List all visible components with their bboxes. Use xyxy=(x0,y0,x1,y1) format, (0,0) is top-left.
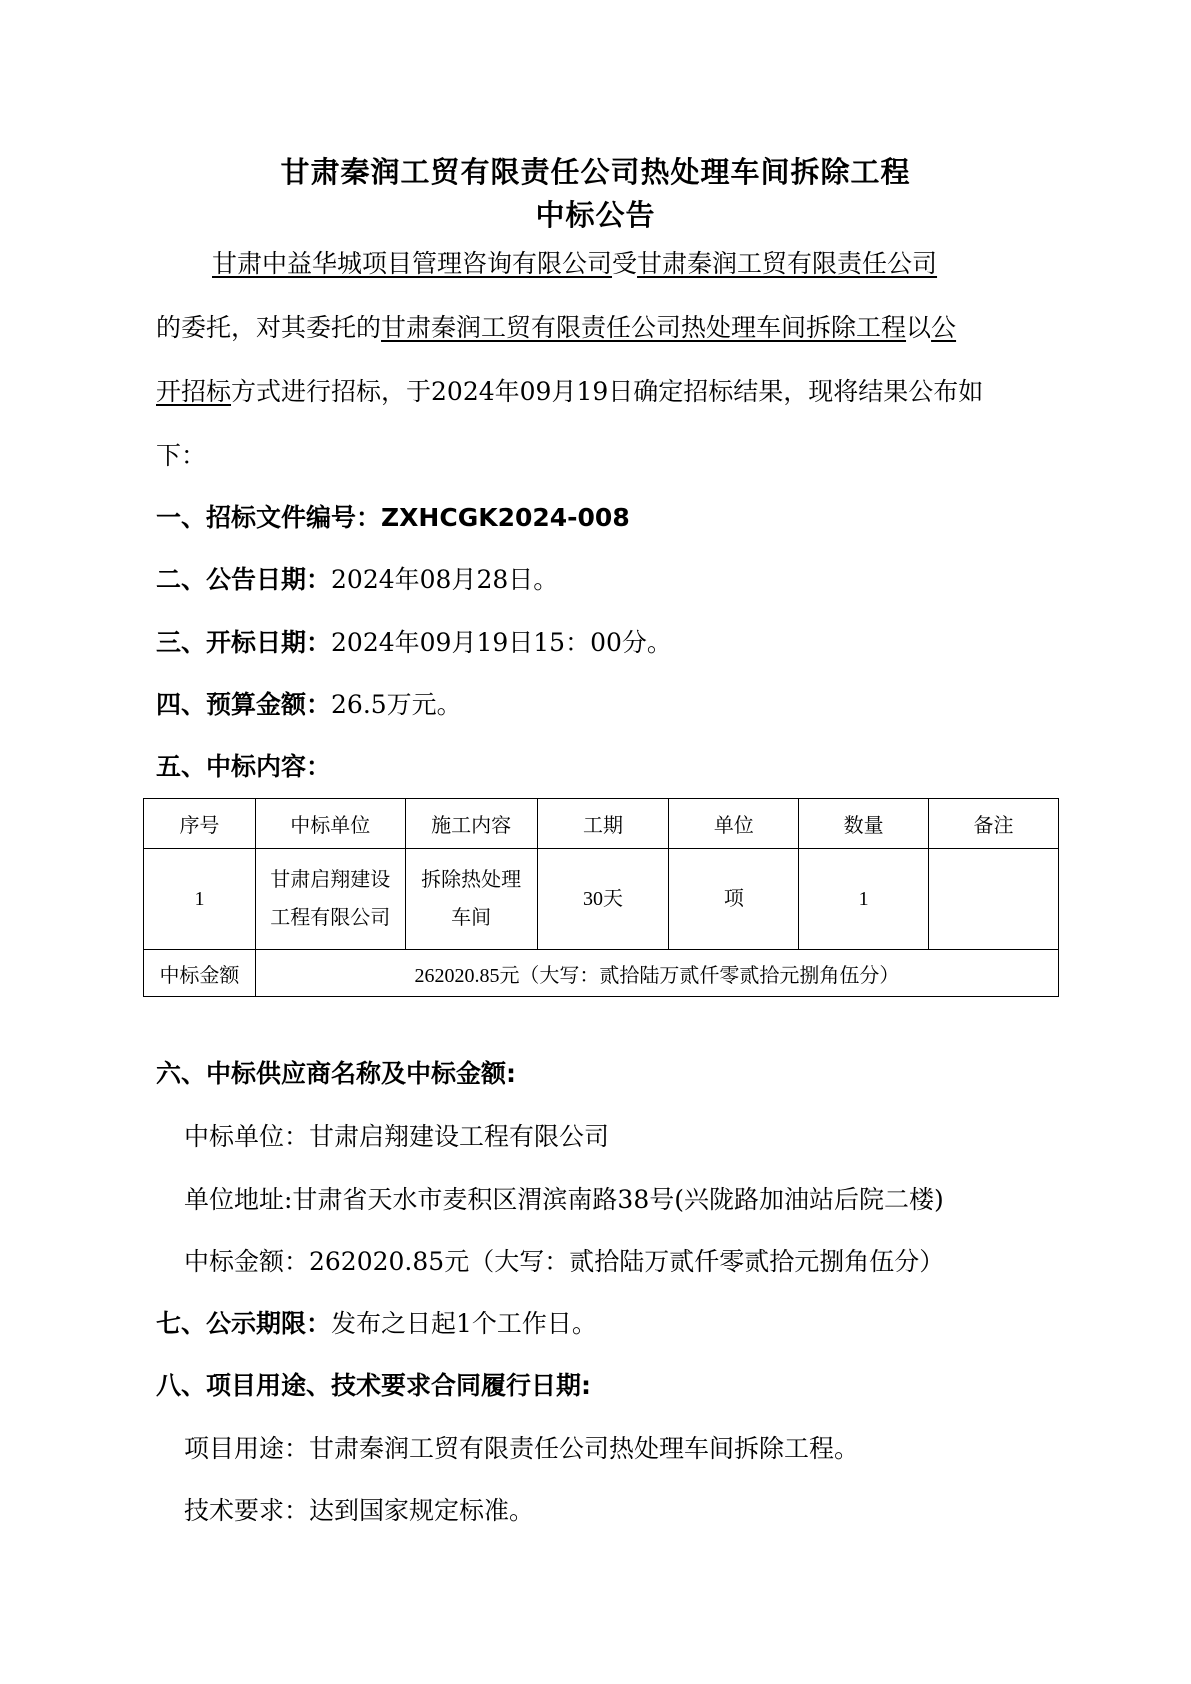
section-4 xyxy=(156,689,462,721)
section-3-value: 2024年09月19日15：00分。 xyxy=(331,628,672,657)
intro-line-2 xyxy=(156,312,1049,344)
project-name: 甘肃秦润工贸有限责任公司热处理车间拆除工程 xyxy=(381,313,907,342)
cell-winner xyxy=(255,849,405,950)
section-1-value: ZXHCGK2024-008 xyxy=(381,503,630,532)
section-7-label: 七、公示期限： xyxy=(156,1309,332,1338)
method-a: 公 xyxy=(931,313,957,342)
section-8 xyxy=(156,1370,591,1402)
address-line: 单位地址:甘肃省天水市麦积区渭滨南路38号(兴陇路加油站后院二楼) xyxy=(184,1185,944,1214)
amount-label: 中标金额 xyxy=(144,950,256,997)
table-row xyxy=(144,849,1059,950)
section-1-label: 一、招标文件编号： xyxy=(156,503,382,532)
tech-requirement-line: 技术要求：达到国家规定标准。 xyxy=(184,1496,535,1525)
section-4-value: 26.5万元。 xyxy=(331,690,462,719)
cell-unit: 项 xyxy=(669,849,799,950)
purpose-line: 项目用途：甘肃秦润工贸有限责任公司热处理车间拆除工程。 xyxy=(184,1434,860,1463)
section-8-label: 八、项目用途、技术要求合同履行日期: xyxy=(156,1371,591,1400)
cell-winner-line-2: 工程有限公司 xyxy=(270,907,391,929)
intro-text-1: 受 xyxy=(612,249,638,278)
section-4-label: 四、预算金额： xyxy=(156,690,332,719)
section-5 xyxy=(156,751,331,783)
table-amount-row xyxy=(144,950,1059,997)
cell-remark xyxy=(929,849,1059,950)
header-content: 施工内容 xyxy=(405,799,537,849)
section-3 xyxy=(156,627,672,659)
header-qty: 数量 xyxy=(799,799,929,849)
cell-qty: 1 xyxy=(799,849,929,950)
client-name: 甘肃秦润工贸有限责任公司 xyxy=(637,249,938,278)
winner-line: 中标单位：甘肃启翔建设工程有限公司 xyxy=(184,1122,610,1151)
agent-name: 甘肃中益华城项目管理咨询有限公司 xyxy=(212,249,613,278)
amount-value: 262020.85元（大写：贰拾陆万贰仟零贰拾元捌角伍分） xyxy=(255,950,1058,997)
section-2-value: 2024年08月28日。 xyxy=(331,565,559,594)
section-6 xyxy=(156,1058,516,1090)
section-6-label: 六、中标供应商名称及中标金额: xyxy=(156,1059,516,1088)
section-1 xyxy=(156,502,630,534)
cell-period: 30天 xyxy=(537,849,669,950)
intro-text-5: 下： xyxy=(156,441,207,470)
amount-line: 中标金额：262020.85元（大写：贰拾陆万贰仟零贰拾元捌角伍分） xyxy=(184,1247,945,1276)
cell-content-line-2: 车间 xyxy=(451,907,492,929)
cell-content xyxy=(405,849,537,950)
header-period: 工期 xyxy=(537,799,669,849)
intro-text-4: 方式进行招标，于2024年09月19日确定招标结果，现将结果公布如 xyxy=(231,377,984,406)
section-7 xyxy=(156,1308,597,1340)
section-2 xyxy=(156,564,558,596)
award-table xyxy=(143,798,1059,997)
intro-text-2: 的委托，对其委托的 xyxy=(156,313,382,342)
cell-content-line-1: 拆除热处理 xyxy=(421,869,522,891)
cell-winner-line-1: 甘肃启翔建设 xyxy=(270,869,391,891)
intro-line-4 xyxy=(156,440,1049,472)
section-2-label: 二、公告日期： xyxy=(156,565,332,594)
section-5-label: 五、中标内容： xyxy=(156,752,332,781)
intro-line-1 xyxy=(212,248,1052,280)
intro-line-3 xyxy=(156,376,1049,408)
doc-subtitle: 中标公告 xyxy=(535,198,656,232)
header-no: 序号 xyxy=(144,799,256,849)
section-7-value: 发布之日起1个工作日。 xyxy=(331,1309,597,1338)
doc-title: 甘肃秦润工贸有限责任公司热处理车间拆除工程 xyxy=(280,155,911,189)
header-remark: 备注 xyxy=(929,799,1059,849)
method-b: 开招标 xyxy=(156,377,232,406)
table-header-row xyxy=(144,799,1059,849)
intro-text-3: 以 xyxy=(906,313,932,342)
section-3-label: 三、开标日期： xyxy=(156,628,332,657)
cell-no: 1 xyxy=(144,849,256,950)
header-unit: 单位 xyxy=(669,799,799,849)
header-winner: 中标单位 xyxy=(255,799,405,849)
